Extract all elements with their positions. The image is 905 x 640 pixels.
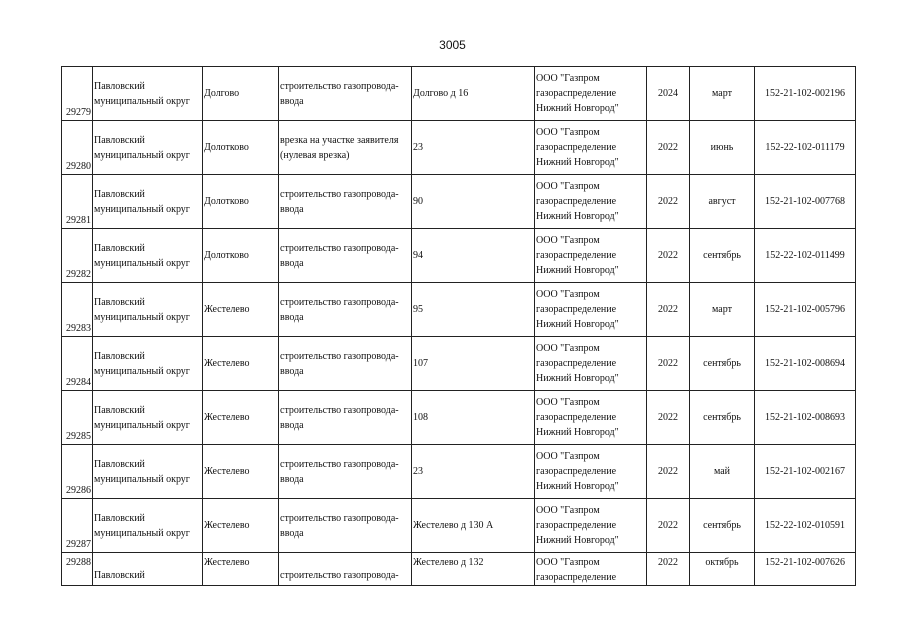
village-cell: Долгово bbox=[203, 67, 279, 121]
code-cell: 152-21-102-007626 bbox=[755, 553, 856, 586]
code-cell: 152-22-102-010591 bbox=[755, 499, 856, 553]
organization-cell bbox=[535, 499, 647, 553]
table-row bbox=[62, 445, 856, 499]
organization-cell bbox=[535, 229, 647, 283]
district-line: муниципальный округ bbox=[94, 257, 190, 269]
code-cell: 152-21-102-008693 bbox=[755, 391, 856, 445]
organization-cell bbox=[535, 67, 647, 121]
work-type-cell bbox=[279, 229, 412, 283]
table-row bbox=[62, 121, 856, 175]
code-cell: 152-21-102-008694 bbox=[755, 337, 856, 391]
work-type-line: ввода bbox=[280, 203, 304, 215]
table-row bbox=[62, 283, 856, 337]
district-line: Павловский bbox=[94, 242, 145, 254]
organization-line: газораспределение bbox=[536, 520, 617, 531]
work-type-line: строительство газопровода- bbox=[280, 404, 399, 416]
year-cell: 2024 bbox=[647, 67, 690, 121]
work-type-line: ввода bbox=[280, 95, 304, 107]
work-type-line: врезка на участке заявителя bbox=[280, 134, 399, 146]
code-cell: 152-22-102-011179 bbox=[755, 121, 856, 175]
district-cell bbox=[93, 445, 203, 499]
table-row bbox=[62, 175, 856, 229]
year-cell: 2022 bbox=[647, 337, 690, 391]
district-cell bbox=[93, 283, 203, 337]
district-cell bbox=[93, 499, 203, 553]
table-row bbox=[62, 553, 856, 586]
village-cell: Долотково bbox=[203, 229, 279, 283]
village-cell: Жестелево bbox=[203, 445, 279, 499]
village-cell: Жестелево bbox=[203, 499, 279, 553]
organization-line: ООО "Газпром bbox=[536, 397, 600, 408]
organization-line: ООО "Газпром bbox=[536, 127, 600, 138]
year-cell: 2022 bbox=[647, 121, 690, 175]
district-line: муниципальный округ bbox=[94, 473, 190, 485]
work-type-line: строительство газопровода- bbox=[280, 570, 399, 581]
district-line: муниципальный округ bbox=[94, 419, 190, 431]
work-type-line: ввода bbox=[280, 527, 304, 539]
district-line: муниципальный округ bbox=[94, 203, 190, 215]
work-type-cell bbox=[279, 337, 412, 391]
row-number: 29286 bbox=[62, 445, 93, 499]
work-type-line: ввода bbox=[280, 365, 304, 377]
district-line: Павловский bbox=[94, 458, 145, 470]
address-cell: 94 bbox=[412, 229, 535, 283]
organization-line: Нижний Новгород" bbox=[536, 427, 619, 438]
year-cell: 2022 bbox=[647, 175, 690, 229]
organization-line: Нижний Новгород" bbox=[536, 373, 619, 384]
work-type-cell bbox=[279, 499, 412, 553]
row-number: 29281 bbox=[62, 175, 93, 229]
table-row bbox=[62, 67, 856, 121]
district-cell bbox=[93, 175, 203, 229]
district-line: муниципальный округ bbox=[94, 311, 190, 323]
month-cell: октябрь bbox=[690, 553, 755, 586]
organization-line: Нижний Новгород" bbox=[536, 481, 619, 492]
month-cell: июнь bbox=[690, 121, 755, 175]
organization-line: ООО "Газпром bbox=[536, 557, 600, 568]
address-cell: 90 bbox=[412, 175, 535, 229]
organization-line: Нижний Новгород" bbox=[536, 319, 619, 330]
code-cell: 152-21-102-002167 bbox=[755, 445, 856, 499]
village-cell: Жестелево bbox=[203, 553, 279, 586]
district-cell bbox=[93, 337, 203, 391]
district-line: Павловский bbox=[94, 134, 145, 146]
month-cell: май bbox=[690, 445, 755, 499]
year-cell: 2022 bbox=[647, 391, 690, 445]
work-type-line: строительство газопровода- bbox=[280, 512, 399, 524]
district-line: Павловский bbox=[94, 512, 145, 524]
year-cell: 2022 bbox=[647, 229, 690, 283]
work-type-cell bbox=[279, 175, 412, 229]
district-line: Павловский bbox=[94, 188, 145, 200]
work-type-line: строительство газопровода- bbox=[280, 188, 399, 200]
row-number: 29284 bbox=[62, 337, 93, 391]
district-line: муниципальный округ bbox=[94, 365, 190, 377]
organization-line: ООО "Газпром bbox=[536, 505, 600, 516]
district-line: муниципальный округ bbox=[94, 149, 190, 161]
row-number: 29282 bbox=[62, 229, 93, 283]
organization-line: ООО "Газпром bbox=[536, 289, 600, 300]
district-line: Павловский bbox=[94, 404, 145, 416]
page-number: 3005 bbox=[439, 38, 466, 52]
row-number: 29285 bbox=[62, 391, 93, 445]
district-line: Павловский bbox=[94, 570, 145, 581]
work-type-cell bbox=[279, 67, 412, 121]
code-cell: 152-21-102-007768 bbox=[755, 175, 856, 229]
work-type-cell bbox=[279, 121, 412, 175]
table-row bbox=[62, 337, 856, 391]
district-cell bbox=[93, 229, 203, 283]
organization-line: ООО "Газпром bbox=[536, 343, 600, 354]
address-cell: 95 bbox=[412, 283, 535, 337]
month-cell: сентябрь bbox=[690, 229, 755, 283]
table-row bbox=[62, 391, 856, 445]
work-type-line: строительство газопровода- bbox=[280, 458, 399, 470]
village-cell: Жестелево bbox=[203, 283, 279, 337]
code-cell: 152-21-102-005796 bbox=[755, 283, 856, 337]
organization-cell bbox=[535, 553, 647, 586]
organization-line: ООО "Газпром bbox=[536, 181, 600, 192]
address-cell: Жестелево д 130 А bbox=[412, 499, 535, 553]
work-type-line: строительство газопровода- bbox=[280, 296, 399, 308]
address-cell: Долгово д 16 bbox=[412, 67, 535, 121]
table-row bbox=[62, 229, 856, 283]
work-type-line: ввода bbox=[280, 257, 304, 269]
organization-cell bbox=[535, 445, 647, 499]
work-type-cell bbox=[279, 553, 412, 586]
year-cell: 2022 bbox=[647, 499, 690, 553]
work-type-cell bbox=[279, 445, 412, 499]
organization-line: газораспределение bbox=[536, 572, 617, 583]
organization-line: Нижний Новгород" bbox=[536, 157, 619, 168]
organization-cell bbox=[535, 121, 647, 175]
village-cell: Долотково bbox=[203, 121, 279, 175]
year-cell: 2022 bbox=[647, 553, 690, 586]
organization-line: газораспределение bbox=[536, 88, 617, 99]
work-type-line: ввода bbox=[280, 473, 304, 485]
address-cell: 107 bbox=[412, 337, 535, 391]
district-line: Павловский bbox=[94, 350, 145, 362]
district-line: муниципальный округ bbox=[94, 95, 190, 107]
work-type-line: строительство газопровода- bbox=[280, 350, 399, 362]
district-line: Павловский bbox=[94, 80, 145, 92]
organization-line: газораспределение bbox=[536, 466, 617, 477]
month-cell: август bbox=[690, 175, 755, 229]
work-type-line: (нулевая врезка) bbox=[280, 149, 350, 161]
district-line: муниципальный округ bbox=[94, 527, 190, 539]
district-line: Павловский bbox=[94, 296, 145, 308]
organization-line: Нижний Новгород" bbox=[536, 103, 619, 114]
organization-line: ООО "Газпром bbox=[536, 451, 600, 462]
work-type-line: строительство газопровода- bbox=[280, 80, 399, 92]
district-cell bbox=[93, 67, 203, 121]
work-type-line: ввода bbox=[280, 419, 304, 431]
address-cell: 23 bbox=[412, 121, 535, 175]
row-number: 29279 bbox=[62, 67, 93, 121]
work-type-cell bbox=[279, 391, 412, 445]
address-cell: 23 bbox=[412, 445, 535, 499]
organization-cell bbox=[535, 391, 647, 445]
organization-line: Нижний Новгород" bbox=[536, 211, 619, 222]
district-cell bbox=[93, 121, 203, 175]
organization-line: газораспределение bbox=[536, 412, 617, 423]
month-cell: сентябрь bbox=[690, 337, 755, 391]
table-row bbox=[62, 499, 856, 553]
row-number: 29287 bbox=[62, 499, 93, 553]
organization-line: ООО "Газпром bbox=[536, 73, 600, 84]
address-cell: Жестелево д 132 bbox=[412, 553, 535, 586]
organization-line: газораспределение bbox=[536, 304, 617, 315]
organization-cell bbox=[535, 337, 647, 391]
organization-line: газораспределение bbox=[536, 196, 617, 207]
district-cell bbox=[93, 391, 203, 445]
organization-line: ООО "Газпром bbox=[536, 235, 600, 246]
month-cell: сентябрь bbox=[690, 499, 755, 553]
row-number: 29283 bbox=[62, 283, 93, 337]
month-cell: сентябрь bbox=[690, 391, 755, 445]
row-number: 29288 bbox=[62, 553, 93, 586]
village-cell: Долотково bbox=[203, 175, 279, 229]
work-type-cell bbox=[279, 283, 412, 337]
organization-cell bbox=[535, 283, 647, 337]
code-cell: 152-22-102-011499 bbox=[755, 229, 856, 283]
organization-line: газораспределение bbox=[536, 250, 617, 261]
month-cell: март bbox=[690, 67, 755, 121]
work-type-line: строительство газопровода- bbox=[280, 242, 399, 254]
registry-table bbox=[61, 66, 856, 586]
village-cell: Жестелево bbox=[203, 337, 279, 391]
code-cell: 152-21-102-002196 bbox=[755, 67, 856, 121]
year-cell: 2022 bbox=[647, 283, 690, 337]
village-cell: Жестелево bbox=[203, 391, 279, 445]
work-type-line: ввода bbox=[280, 311, 304, 323]
district-cell bbox=[93, 553, 203, 586]
year-cell: 2022 bbox=[647, 445, 690, 499]
month-cell: март bbox=[690, 283, 755, 337]
row-number: 29280 bbox=[62, 121, 93, 175]
address-cell: 108 bbox=[412, 391, 535, 445]
organization-line: Нижний Новгород" bbox=[536, 535, 619, 546]
organization-cell bbox=[535, 175, 647, 229]
organization-line: Нижний Новгород" bbox=[536, 265, 619, 276]
organization-line: газораспределение bbox=[536, 358, 617, 369]
organization-line: газораспределение bbox=[536, 142, 617, 153]
